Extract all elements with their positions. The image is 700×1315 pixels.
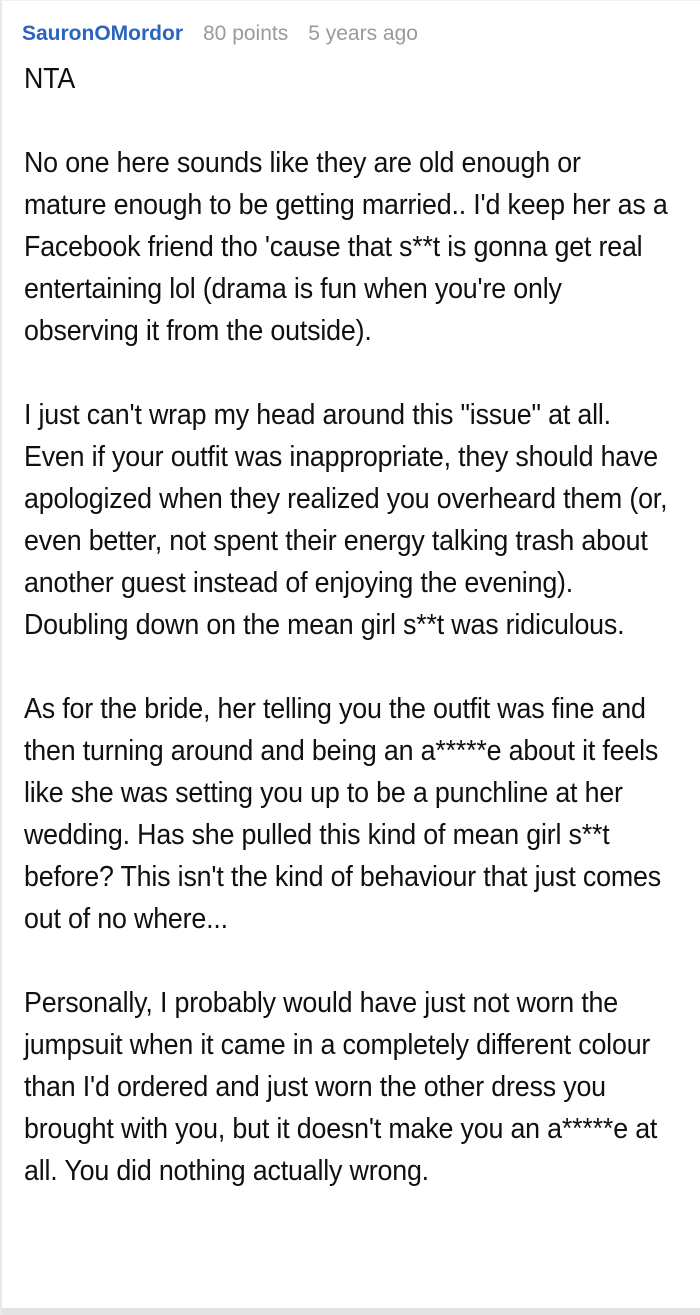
bottom-divider [2,1308,700,1315]
points-label: 80 points [203,22,289,45]
comment-paragraph: Personally, I probably would have just not worn the jumpsuit when it came in a completely different colour than I'd ordered and just worn the other dress you brought with you, but it doesn't make you an a*****e at all. You did nothing actually wrong. [24,987,658,1187]
comment-paragraph: As for the bride, her telling you the outfit was fine and then turning around and being an a*****e about it feels like she was setting you up to be a punchline at her wedding. Has she pulled this kind of mean girl s**t before? This isn't the kind of behaviour that just comes out of no where... [24,693,661,935]
comment-paragraph: I just can't wrap my head around this "issue" at all. Even if your outfit was inappropriate, they should have apologized when they realized you overheard them (or, even better, not spent their energy talking trash about another guest instead of enjoying the evening). Doubling down on the mean girl s**t was ridiculous. [24,399,668,641]
comment-paragraph: No one here sounds like they are old enough or mature enough to be getting married.. I'd keep her as a Facebook friend tho 'cause that s**t is gonna get real entertaining lol (drama is fun when you're only observing it from the outside). [24,147,668,347]
timestamp-label: 5 years ago [308,22,418,45]
comment-header [2,1,700,48]
username-link[interactable]: SauronOMordor [22,22,183,45]
comment-body [2,48,700,1192]
comment-paragraph-verdict: NTA [24,63,76,95]
